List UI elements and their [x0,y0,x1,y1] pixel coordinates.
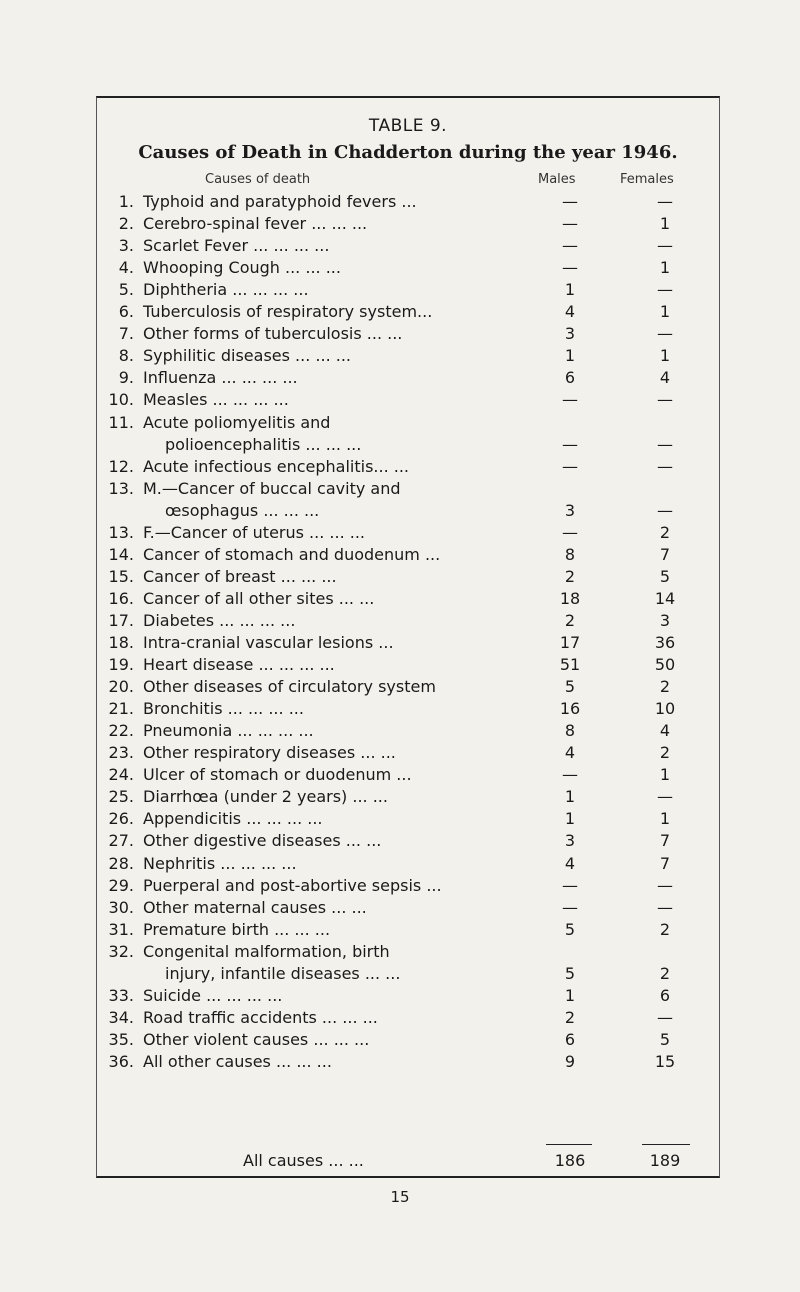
row-females: 2 [659,963,671,983]
table-row [0,279,800,301]
row-number: 27. [108,831,134,851]
row-number: 8. [118,346,134,366]
row-cause: Premature birth ... ... ... [143,919,331,939]
row-cause: Acute poliomyelitis and [143,412,331,432]
table-row [0,1007,800,1029]
row-cause: Suicide ... ... ... ... [143,985,283,1005]
row-females: — [657,456,673,476]
row-females: 10 [654,699,676,719]
row-females: — [657,787,673,807]
row-number: 12. [108,456,134,476]
table-row [0,345,800,367]
row-males: — [562,434,578,454]
table-row [0,897,800,919]
table-row [0,213,800,235]
table-row [0,764,800,786]
row-number: 20. [108,677,134,697]
row-number: 17. [108,610,134,630]
table-row [0,610,800,632]
row-females: 2 [659,919,671,939]
row-number: 11. [108,412,134,432]
row-males: — [562,765,578,785]
table-row [0,720,800,742]
row-females: — [657,500,673,520]
row-cause: Influenza ... ... ... ... [143,368,298,388]
row-cause: Measles ... ... ... ... [143,390,289,410]
row-number: 5. [118,280,134,300]
row-females: 14 [654,588,676,608]
row-males: 4 [564,853,576,873]
row-females: 4 [659,368,671,388]
row-males: 18 [559,588,581,608]
row-cause: injury, infantile diseases ... ... [165,963,401,983]
row-cause: Bronchitis ... ... ... ... [143,699,304,719]
row-number: 13. [108,522,134,542]
table-row [0,1029,800,1051]
total-label: All causes ... ... [243,1151,364,1170]
row-cause: M.—Cancer of buccal cavity and [143,478,401,498]
table-row [0,301,800,323]
table-row [0,941,800,963]
row-males: 5 [564,919,576,939]
table-row [0,985,800,1007]
row-number: 25. [108,787,134,807]
row-females: — [657,1007,673,1027]
row-number: 34. [108,1007,134,1027]
table-row [0,257,800,279]
row-females: 2 [659,522,671,542]
table-row [0,522,800,544]
table-row [0,566,800,588]
page-number: 15 [390,1188,410,1206]
row-males: 4 [564,302,576,322]
row-number: 22. [108,721,134,741]
row-females: — [657,390,673,410]
row-cause: polioencephalitis ... ... ... [165,434,362,454]
row-number: 7. [118,324,134,344]
table-row [0,389,800,411]
row-females: 2 [659,743,671,763]
row-number: 31. [108,919,134,939]
table-row [0,676,800,698]
row-females: 15 [654,1051,676,1071]
table-row [0,588,800,610]
row-females: — [657,280,673,300]
row-cause: Other violent causes ... ... ... [143,1029,370,1049]
row-number: 13. [108,478,134,498]
row-males: 3 [564,324,576,344]
row-females: — [657,324,673,344]
row-females: — [657,897,673,917]
row-males: 2 [564,610,576,630]
row-cause: Other diseases of circulatory system [143,677,436,697]
row-males: 1 [564,809,576,829]
row-number: 14. [108,544,134,564]
table-row [0,191,800,213]
table-row [0,412,800,434]
row-number: 35. [108,1029,134,1049]
row-males: 6 [564,368,576,388]
row-females: 5 [659,1029,671,1049]
row-females: 5 [659,566,671,586]
row-number: 21. [108,699,134,719]
row-number: 29. [108,875,134,895]
row-cause: Cancer of all other sites ... ... [143,588,375,608]
row-cause: Scarlet Fever ... ... ... ... [143,236,330,256]
row-males: — [562,192,578,211]
table-row [0,434,800,456]
row-males: — [562,258,578,278]
row-cause: Intra-cranial vascular lesions ... [143,633,394,652]
row-number: 19. [108,655,134,675]
row-males: — [562,897,578,917]
row-number: 3. [118,236,134,256]
row-males: 3 [564,831,576,851]
table-row [0,963,800,985]
table-row [0,235,800,257]
row-females: 1 [659,346,671,366]
row-females: 1 [659,809,671,829]
row-males: — [562,522,578,542]
table-row [0,456,800,478]
row-number: 23. [108,743,134,763]
table-row [0,1051,800,1073]
row-males: — [562,456,578,476]
row-cause: Other maternal causes ... ... [143,897,367,917]
row-females: 36 [654,633,676,652]
row-males: 16 [559,699,581,719]
row-cause: Diphtheria ... ... ... ... [143,280,309,300]
table-row [0,786,800,808]
total-rule-males [546,1144,592,1145]
row-number: 9. [118,368,134,388]
table-row [0,632,800,654]
row-cause: Cancer of stomach and duodenum ... [143,544,441,564]
row-number: 6. [118,302,134,322]
row-number: 15. [108,566,134,586]
row-males: 1 [564,985,576,1005]
row-cause: Whooping Cough ... ... ... [143,258,341,278]
table-row [0,919,800,941]
table-row [0,853,800,875]
row-cause: Other forms of tuberculosis ... ... [143,324,403,344]
row-males: — [562,875,578,895]
row-cause: Heart disease ... ... ... ... [143,655,335,675]
row-cause: Tuberculosis of respiratory system... [143,302,433,322]
row-males: 5 [564,963,576,983]
row-cause: Syphilitic diseases ... ... ... [143,346,351,366]
row-males: 1 [564,787,576,807]
table-row [0,478,800,500]
row-females: 1 [659,258,671,278]
table-title: TABLE 9. [368,116,448,136]
table-row [0,698,800,720]
row-number: 24. [108,765,134,785]
row-cause: Cerebro-spinal fever ... ... ... [143,214,368,234]
row-cause: All other causes ... ... ... [143,1051,332,1071]
row-males: 17 [559,633,581,652]
row-cause: Typhoid and paratyphoid fevers ... [143,192,417,211]
row-number: 18. [108,633,134,652]
row-females: 2 [659,677,671,697]
row-number: 28. [108,853,134,873]
row-females: — [657,434,673,454]
row-males: 1 [564,280,576,300]
row-females: 4 [659,721,671,741]
row-number: 10. [108,390,134,410]
header-causes: Causes of death [205,172,311,187]
row-males: 1 [564,346,576,366]
row-females: 7 [659,853,671,873]
row-females: 1 [659,214,671,234]
row-males: — [562,214,578,234]
row-males: — [562,390,578,410]
row-number: 26. [108,809,134,829]
row-cause: Nephritis ... ... ... ... [143,853,297,873]
row-males: 8 [564,721,576,741]
row-cause: Diabetes ... ... ... ... [143,610,296,630]
row-number: 30. [108,897,134,917]
row-cause: Appendicitis ... ... ... ... [143,809,323,829]
row-number: 16. [108,588,134,608]
row-cause: œsophagus ... ... ... [165,500,320,520]
row-cause: Congenital malformation, birth [143,941,390,961]
row-cause: Cancer of breast ... ... ... [143,566,337,586]
row-females: 3 [659,610,671,630]
table-row [0,323,800,345]
table-row [0,367,800,389]
row-number: 2. [118,214,134,234]
row-females: 50 [654,655,676,675]
row-males: 4 [564,743,576,763]
row-cause: Road traffic accidents ... ... ... [143,1007,378,1027]
table-row [0,830,800,852]
row-males: 2 [564,1007,576,1027]
row-males: 9 [564,1051,576,1071]
header-males: Males [538,172,576,187]
row-cause: Other respiratory diseases ... ... [143,743,396,763]
row-females: 7 [659,544,671,564]
table-row [0,875,800,897]
row-males: 2 [564,566,576,586]
row-females: — [657,236,673,256]
row-cause: Puerperal and post-abortive sepsis ... [143,875,442,895]
row-males: 6 [564,1029,576,1049]
row-males: — [562,236,578,256]
row-females: 1 [659,765,671,785]
row-females: 6 [659,985,671,1005]
row-cause: Ulcer of stomach or duodenum ... [143,765,412,785]
table-row [0,808,800,830]
header-females: Females [620,172,674,187]
row-males: 8 [564,544,576,564]
table-row [0,742,800,764]
row-cause: Diarrhœa (under 2 years) ... ... [143,787,388,807]
row-cause: F.—Cancer of uterus ... ... ... [143,522,365,542]
row-males: 3 [564,500,576,520]
row-number: 1. [118,192,134,211]
row-number: 36. [108,1051,134,1071]
table-row [0,544,800,566]
row-females: 7 [659,831,671,851]
row-males: 51 [559,655,581,675]
row-females: — [657,875,673,895]
row-cause: Other digestive diseases ... ... [143,831,382,851]
total-females: 189 [649,1151,681,1170]
row-number: 33. [108,985,134,1005]
table-subtitle: Causes of Death in Chadderton during the year 1946. [138,142,678,163]
table-row [0,654,800,676]
row-cause: Pneumonia ... ... ... ... [143,721,314,741]
total-rule-females [642,1144,690,1145]
row-cause: Acute infectious encephalitis... ... [143,456,410,476]
row-number: 4. [118,258,134,278]
row-females: 1 [659,302,671,322]
table-row [0,500,800,522]
total-males: 186 [554,1151,586,1170]
row-males: 5 [564,677,576,697]
row-number: 32. [108,941,134,961]
row-females: — [657,192,673,211]
